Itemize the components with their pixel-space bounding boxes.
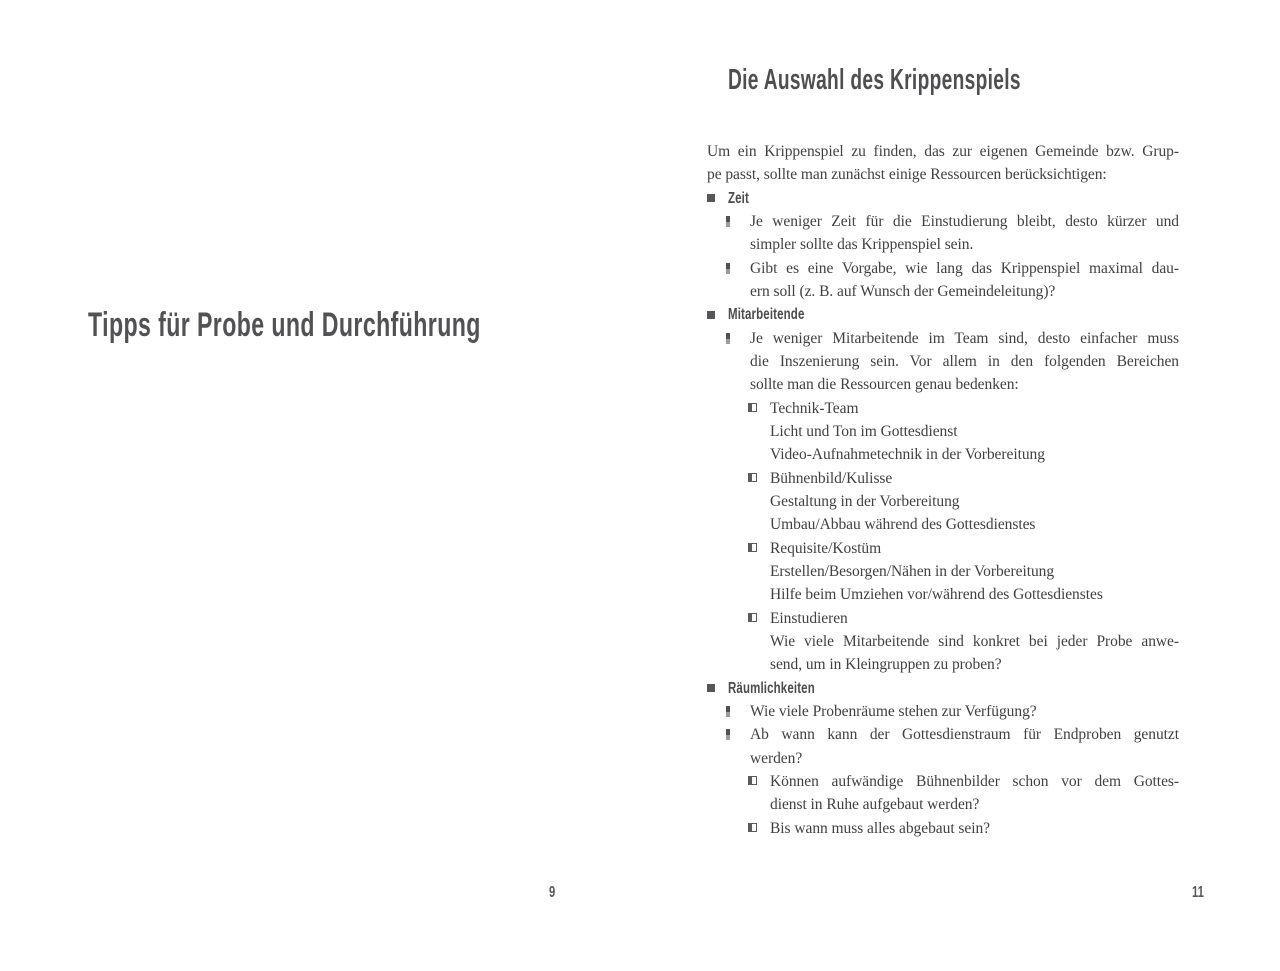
list-item-line — [707, 187, 1179, 210]
text-line — [707, 163, 1179, 186]
filled-square-bullet-icon — [707, 194, 715, 202]
right-page-body — [707, 140, 1179, 840]
half-filled-square-bullet-icon — [748, 473, 757, 482]
list-item-line — [707, 537, 1179, 560]
body-text: Gestaltung in der Vorbereitung — [770, 492, 960, 510]
text-line — [707, 560, 1179, 583]
text-line — [707, 583, 1179, 606]
body-text: Video-Aufnahmetechnik in der Vorbereitung — [770, 446, 1045, 464]
text-line — [707, 513, 1179, 536]
body-text: werden? — [750, 749, 803, 767]
body-text: Gibt es eine Vorgabe, wie lang das Krippenspiel maximal dau- — [750, 259, 1179, 277]
list-item-line — [707, 817, 1179, 840]
text-line — [707, 793, 1179, 816]
left-page-number — [549, 884, 558, 902]
body-text: Erstellen/Besorgen/Nähen in der Vorbereitung — [770, 562, 1055, 580]
filled-square-bullet-icon — [707, 311, 715, 319]
vertical-bar-bullet-icon — [726, 706, 730, 717]
body-text: die Inszenierung sein. Vor allem in den folgenden Bereichen — [750, 352, 1179, 370]
text-line — [707, 747, 1179, 770]
text-line — [707, 653, 1179, 676]
body-text: send, um in Kleingruppen zu proben? — [770, 656, 1002, 674]
text-line — [707, 140, 1179, 163]
body-text: Requisite/Kostüm — [770, 539, 882, 557]
list-label-text: Mitarbeitende — [728, 306, 805, 324]
text-line — [707, 443, 1179, 466]
text-line — [707, 630, 1179, 653]
body-text: Bühnenbild/Kulisse — [770, 469, 893, 487]
vertical-bar-bullet-icon — [726, 216, 730, 227]
right-page-title — [728, 64, 1172, 101]
body-text: Einstudieren — [770, 609, 848, 627]
body-text: pe passt, sollte man zunächst einige Ressourcen berücksichtigen: — [707, 166, 1107, 184]
body-text: sollte man die Ressourcen genau bedenken: — [750, 376, 1019, 394]
body-text: Technik-Team — [770, 399, 859, 417]
body-text: dienst in Ruhe aufgebaut werden? — [770, 796, 980, 814]
body-text: Können aufwändige Bühnenbilder schon vor dem Gottes- — [770, 772, 1179, 790]
text-line — [707, 280, 1179, 303]
list-label-text: Räumlichkeiten — [728, 679, 815, 697]
left-page-number-text: 9 — [549, 884, 556, 901]
list-item-line — [707, 770, 1179, 793]
list-item-line — [707, 397, 1179, 420]
list-item-line — [707, 303, 1179, 326]
body-text: Hilfe beim Umziehen vor/während des Gottesdienstes — [770, 586, 1103, 604]
body-text: Umbau/Abbau während des Gottesdienstes — [770, 516, 1036, 534]
vertical-bar-bullet-icon — [726, 729, 730, 740]
list-item-line — [707, 723, 1179, 746]
body-text: ern soll (z. B. auf Wunsch der Gemeindeleitung)? — [750, 282, 1056, 300]
list-item-line — [707, 467, 1179, 490]
list-item-line — [707, 677, 1179, 700]
body-text: Wie viele Mitarbeitende sind konkret bei jeder Probe anwe- — [770, 632, 1179, 650]
list-item-line — [707, 257, 1179, 280]
left-page-title — [88, 307, 666, 350]
body-text: Bis wann muss alles abgebaut sein? — [770, 819, 990, 837]
list-label-text: Zeit — [728, 189, 749, 207]
text-line — [707, 420, 1179, 443]
body-text: Um ein Krippenspiel zu finden, das zur eigenen Gemeinde bzw. Grup- — [707, 143, 1179, 160]
vertical-bar-bullet-icon — [726, 263, 730, 274]
body-text: Licht und Ton im Gottesdienst — [770, 422, 958, 440]
body-text: Je weniger Mitarbeitende im Team sind, desto einfacher muss — [750, 329, 1179, 347]
body-text: Je weniger Zeit für die Einstudierung bleibt, desto kürzer und — [750, 212, 1179, 230]
filled-square-bullet-icon — [707, 684, 715, 692]
vertical-bar-bullet-icon — [726, 333, 730, 344]
list-item-line — [707, 210, 1179, 233]
text-line — [707, 373, 1179, 396]
half-filled-square-bullet-icon — [748, 403, 757, 412]
half-filled-square-bullet-icon — [748, 776, 757, 785]
right-page-title-text: Die Auswahl des Krippenspiels — [728, 64, 1021, 96]
text-line — [707, 490, 1179, 513]
body-text: Ab wann kann der Gottesdienstraum für Endproben genutzt — [750, 726, 1179, 744]
right-page-number — [1192, 884, 1209, 902]
half-filled-square-bullet-icon — [748, 543, 757, 552]
half-filled-square-bullet-icon — [748, 823, 757, 832]
text-line — [707, 350, 1179, 373]
right-page-number-text: 11 — [1192, 884, 1204, 901]
list-item-line — [707, 607, 1179, 630]
body-text: simpler sollte das Krippenspiel sein. — [750, 236, 974, 254]
list-item-line — [707, 327, 1179, 350]
list-item-line — [707, 700, 1179, 723]
half-filled-square-bullet-icon — [748, 613, 757, 622]
text-line — [707, 233, 1179, 256]
body-text: Wie viele Probenräume stehen zur Verfügung? — [750, 702, 1037, 720]
left-page-title-text: Tipps für Probe und Durchführung — [88, 306, 481, 344]
